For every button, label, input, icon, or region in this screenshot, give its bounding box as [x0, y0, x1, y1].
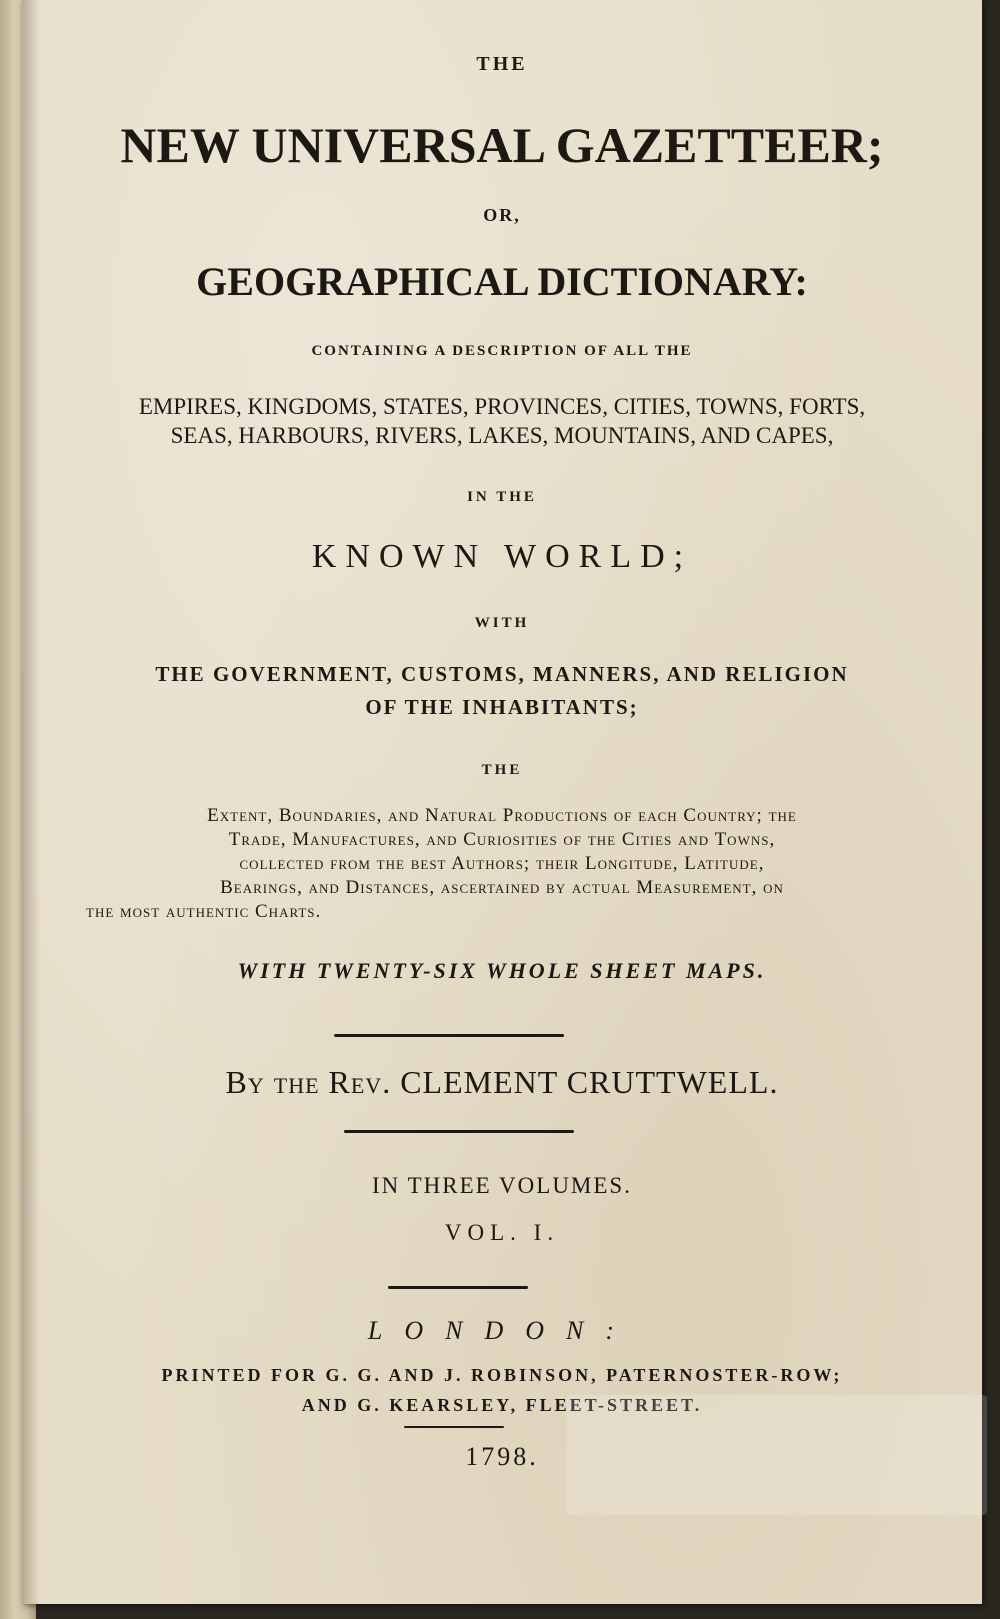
divider-rule-1 — [334, 1034, 564, 1037]
containing-line: CONTAINING A DESCRIPTION OF ALL THE — [311, 343, 693, 359]
extent-line-2: Trade, Manufactures, and Curiosities of the Cities and Towns, — [228, 829, 776, 850]
extent-line-5: the most authentic Charts. — [86, 901, 322, 922]
volumes-line: IN THREE VOLUMES. — [372, 1173, 632, 1198]
government-line-1: THE GOVERNMENT, CUSTOMS, MANNERS, AND RELIGION — [155, 662, 849, 686]
author-line: By the Rev. CLEMENT CRUTTWELL. — [225, 1064, 779, 1100]
government-line-2: OF THE INHABITANTS; — [365, 695, 639, 719]
list-line-2: SEAS, HARBOURS, RIVERS, LAKES, MOUNTAINS, AND CAPES, — [170, 423, 834, 448]
year-line: 1798. — [465, 1442, 539, 1471]
the-line-2: THE — [481, 762, 523, 778]
divider-rule-4 — [404, 1426, 504, 1428]
in-the-line: IN THE — [467, 489, 537, 505]
main-title: NEW UNIVERSAL GAZETTEER; — [120, 117, 884, 173]
maps-line: WITH TWENTY-SIX WHOLE SHEET MAPS. — [237, 958, 767, 983]
faded-stamp-area — [567, 1395, 987, 1515]
divider-rule-3 — [388, 1286, 528, 1289]
printed-line-1: PRINTED FOR G. G. AND J. ROBINSON, PATERNOSTER-ROW; — [161, 1365, 843, 1385]
printed-line-2: AND G. KEARSLEY, FLEET-STREET. — [301, 1395, 703, 1415]
title-or: OR, — [483, 205, 521, 225]
extent-line-1: Extent, Boundaries, and Natural Productions of each Country; the — [207, 805, 797, 826]
title-page — [22, 0, 982, 1604]
extent-line-3: collected from the best Authors; their Longitude, Latitude, — [239, 853, 765, 874]
city-line: LONDON: — [367, 1316, 637, 1345]
subtitle: GEOGRAPHICAL DICTIONARY: — [196, 259, 808, 304]
extent-line-4: Bearings, and Distances, ascertained by actual Measurement, on — [220, 877, 784, 898]
title-the: THE — [476, 53, 528, 75]
known-world: KNOWN WORLD; — [311, 538, 693, 575]
with-line: WITH — [474, 615, 530, 631]
vol-line: VOL. I. — [444, 1220, 560, 1245]
page-edge-shadow — [22, 0, 40, 1604]
list-line-1: EMPIRES, KINGDOMS, STATES, PROVINCES, CITIES, TOWNS, FORTS, — [138, 394, 866, 419]
divider-rule-2 — [344, 1130, 574, 1133]
